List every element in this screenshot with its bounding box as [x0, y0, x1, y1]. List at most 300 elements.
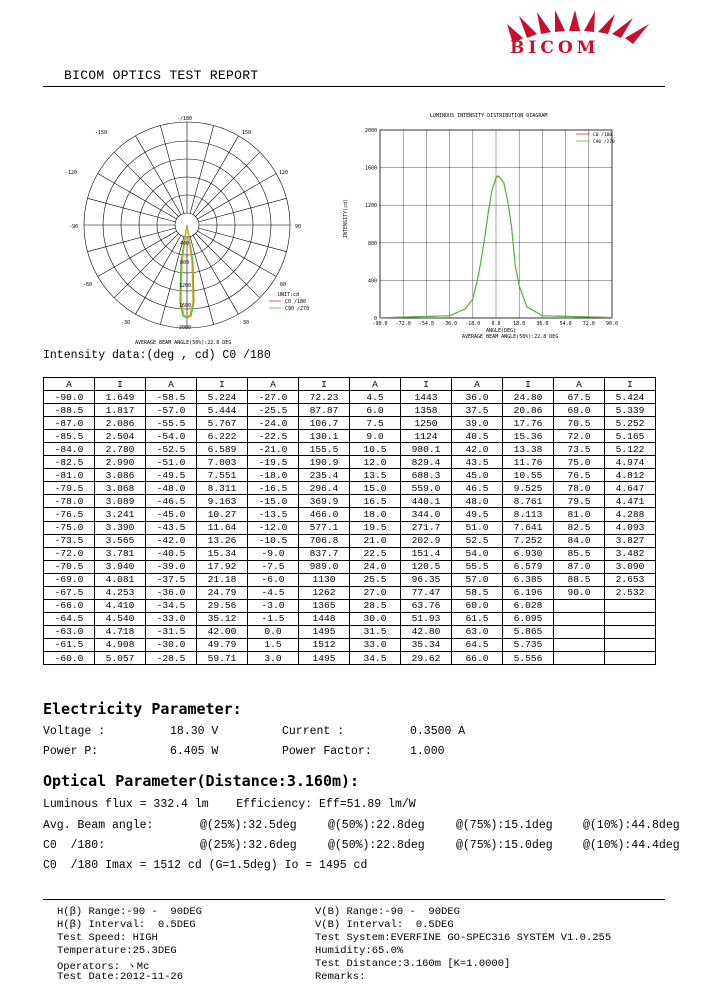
- table-header-cell: A: [554, 378, 605, 391]
- table-cell: -33.0: [146, 612, 197, 625]
- table-cell: [605, 651, 656, 664]
- table-cell: 34.5: [350, 651, 401, 664]
- beam-angle-25: @(25%):32.5deg: [200, 819, 297, 832]
- table-cell: -70.5: [44, 560, 95, 573]
- table-cell: 4.718: [95, 625, 146, 638]
- table-cell: -75.0: [44, 521, 95, 534]
- curve-y-tick: 1200: [364, 203, 377, 210]
- table-cell: 7.641: [503, 521, 554, 534]
- table-cell: 52.5: [452, 534, 503, 547]
- table-cell: -19.5: [248, 456, 299, 469]
- c0-beam-75: @(75%):15.0deg: [456, 839, 553, 852]
- table-cell: -36.0: [146, 586, 197, 599]
- logo-text: BICOM: [510, 38, 600, 58]
- table-cell: 8.113: [503, 508, 554, 521]
- table-header-cell: I: [197, 378, 248, 391]
- table-cell: 22.5: [350, 547, 401, 560]
- polar-angle-label: -120: [65, 170, 78, 176]
- table-row: [44, 443, 656, 456]
- polar-radial-label: 800: [180, 260, 190, 266]
- table-cell: 37.5: [452, 404, 503, 417]
- table-cell: -81.0: [44, 469, 95, 482]
- table-cell: 577.1: [299, 521, 350, 534]
- table-cell: -43.5: [146, 521, 197, 534]
- table-row: [44, 430, 656, 443]
- table-cell: -24.0: [248, 417, 299, 430]
- table-cell: 5.865: [503, 625, 554, 638]
- polar-legend-c0: C0 /180: [285, 299, 307, 305]
- beam-angle-label: Avg. Beam angle:: [43, 819, 154, 832]
- polar-angle-label: 120: [279, 170, 289, 176]
- table-cell: 0.0: [248, 625, 299, 638]
- polar-spoke: [160, 126, 184, 214]
- table-cell: -88.5: [44, 404, 95, 417]
- table-row: [44, 560, 656, 573]
- table-cell: -9.0: [248, 547, 299, 560]
- table-cell: 60.0: [452, 599, 503, 612]
- power-label: Power P:: [43, 745, 99, 758]
- table-cell: -76.5: [44, 508, 95, 521]
- table-cell: 15.0: [350, 482, 401, 495]
- polar-legend-c90: C90 /270: [285, 306, 310, 312]
- footer-right-4: Humidity:65.0%: [315, 945, 404, 957]
- footer-left-1: H(β) Range:-90 - 90DEG: [57, 906, 202, 918]
- table-cell: 17.92: [197, 560, 248, 573]
- table-cell: 10.5: [350, 443, 401, 456]
- table-cell: -18.0: [248, 469, 299, 482]
- table-header-cell: I: [605, 378, 656, 391]
- polar-spoke: [88, 228, 176, 252]
- table-cell: 2.780: [95, 443, 146, 456]
- c0-beam-10: @(10%):44.4deg: [583, 839, 680, 852]
- table-cell: -67.5: [44, 586, 95, 599]
- polar-spoke: [197, 231, 276, 277]
- table-cell: 64.5: [452, 638, 503, 651]
- table-cell: 15.36: [503, 430, 554, 443]
- table-cell: 980.1: [401, 443, 452, 456]
- table-cell: 1358: [401, 404, 452, 417]
- table-cell: 1.5: [248, 638, 299, 651]
- table-row: [44, 586, 656, 599]
- table-cell: 3.241: [95, 508, 146, 521]
- table-cell: 17.76: [503, 417, 554, 430]
- table-cell: 1124: [401, 430, 452, 443]
- table-cell: 57.0: [452, 573, 503, 586]
- beam-angle-10: @(10%):44.8deg: [583, 819, 680, 832]
- header-divider: [43, 86, 665, 87]
- table-cell: 2.653: [605, 573, 656, 586]
- table-cell: -46.5: [146, 495, 197, 508]
- table-cell: -73.5: [44, 534, 95, 547]
- table-cell: 2.990: [95, 456, 146, 469]
- c0-beam-50: @(50%):22.8deg: [328, 839, 425, 852]
- table-cell: 4.974: [605, 456, 656, 469]
- table-cell: 69.0: [554, 404, 605, 417]
- table-row: [44, 495, 656, 508]
- table-cell: -22.5: [248, 430, 299, 443]
- table-cell: -34.5: [146, 599, 197, 612]
- table-cell: 559.0: [401, 482, 452, 495]
- table-cell: 3.086: [95, 469, 146, 482]
- table-cell: -58.5: [146, 391, 197, 404]
- table-cell: 989.0: [299, 560, 350, 573]
- table-cell: 36.0: [452, 391, 503, 404]
- table-cell: 120.5: [401, 560, 452, 573]
- table-cell: 155.5: [299, 443, 350, 456]
- curve-xlabel: ANGLE(DEG): [486, 328, 517, 334]
- table-header-cell: I: [299, 378, 350, 391]
- table-cell: 81.0: [554, 508, 605, 521]
- table-cell: 45.0: [452, 469, 503, 482]
- table-cell: 43.5: [452, 456, 503, 469]
- table-cell: 151.4: [401, 547, 452, 560]
- table-cell: 67.5: [554, 391, 605, 404]
- table-cell: 90.0: [554, 586, 605, 599]
- table-cell: 59.71: [197, 651, 248, 664]
- curve-legend-c90: C90 /270: [593, 140, 615, 145]
- table-cell: -30.0: [146, 638, 197, 651]
- table-cell: 49.5: [452, 508, 503, 521]
- table-cell: 5.735: [503, 638, 554, 651]
- curve-x-tick: -18.0: [465, 321, 481, 327]
- table-cell: 3.090: [605, 560, 656, 573]
- polar-spoke: [197, 174, 276, 220]
- table-cell: -51.0: [146, 456, 197, 469]
- polar-angle-label: -90: [69, 224, 79, 230]
- table-cell: 72.0: [554, 430, 605, 443]
- table-header-cell: A: [44, 378, 95, 391]
- table-cell: 3.827: [605, 534, 656, 547]
- table-cell: 61.5: [452, 612, 503, 625]
- table-cell: 84.0: [554, 534, 605, 547]
- table-cell: 51.93: [401, 612, 452, 625]
- table-cell: -57.0: [146, 404, 197, 417]
- curve-title: LUMINOUS INTENSITY DISTRIBUTION DIAGRAM: [430, 113, 548, 119]
- table-cell: 25.5: [350, 573, 401, 586]
- table-cell: 6.196: [503, 586, 554, 599]
- table-cell: 29.56: [197, 599, 248, 612]
- table-row: [44, 534, 656, 547]
- curve-y-tick: 1600: [364, 165, 377, 172]
- table-cell: 4.253: [95, 586, 146, 599]
- table-cell: 6.385: [503, 573, 554, 586]
- table-cell: -21.0: [248, 443, 299, 456]
- table-cell: 88.5: [554, 573, 605, 586]
- table-row: [44, 469, 656, 482]
- table-cell: 3.781: [95, 547, 146, 560]
- table-cell: -28.5: [146, 651, 197, 664]
- table-cell: 4.5: [350, 391, 401, 404]
- power-factor-value: 1.000: [410, 745, 445, 758]
- footer-left-5: Operators: ヽMc: [57, 961, 150, 973]
- table-cell: 2.086: [95, 417, 146, 430]
- footer-right-3: Test System:EVERFINE GO-SPEC316 SYSTEM V1.0.255: [315, 932, 612, 944]
- table-cell: 4.812: [605, 469, 656, 482]
- table-cell: 5.556: [503, 651, 554, 664]
- table-cell: -37.5: [146, 573, 197, 586]
- polar-caption: AVERAGE BEAM ANGLE(50%):22.8 DEG: [135, 340, 232, 346]
- footer-right-1: V(B) Range:-90 - 90DEG: [315, 906, 460, 918]
- c0-beam-label: C0 /180:: [43, 839, 106, 852]
- table-cell: 20.86: [503, 404, 554, 417]
- polar-angle-label: -60: [83, 282, 93, 288]
- table-row: [44, 612, 656, 625]
- table-cell: -49.5: [146, 469, 197, 482]
- table-cell: 466.0: [299, 508, 350, 521]
- table-cell: 10.55: [503, 469, 554, 482]
- curve-ylabel: INTENSITY(cd): [343, 198, 349, 238]
- table-cell: 24.80: [503, 391, 554, 404]
- polar-spoke: [193, 136, 239, 215]
- imax-line: C0 /180 Imax = 1512 cd (G=1.5deg) Io = 1495 cd: [43, 859, 368, 872]
- table-cell: -27.0: [248, 391, 299, 404]
- table-cell: -79.5: [44, 482, 95, 495]
- table-cell: 4.288: [605, 508, 656, 521]
- table-header-cell: I: [401, 378, 452, 391]
- footer-left-4: Temperature:25.3DEG: [57, 945, 177, 957]
- footer-divider: [43, 899, 665, 900]
- table-cell: 85.5: [554, 547, 605, 560]
- table-cell: 78.0: [554, 482, 605, 495]
- table-cell: 7.5: [350, 417, 401, 430]
- table-header-cell: A: [350, 378, 401, 391]
- table-cell: 235.4: [299, 469, 350, 482]
- table-cell: 11.64: [197, 521, 248, 534]
- table-cell: 24.79: [197, 586, 248, 599]
- polar-radial-label: 1200: [179, 283, 192, 289]
- curve-x-tick: 36.0: [536, 321, 549, 327]
- curve-y-tick: 400: [367, 278, 377, 285]
- table-cell: 1262: [299, 586, 350, 599]
- table-cell: 3.068: [95, 482, 146, 495]
- table-cell: 6.930: [503, 547, 554, 560]
- table-cell: 35.34: [401, 638, 452, 651]
- table-cell: 5.122: [605, 443, 656, 456]
- table-cell: 9.0: [350, 430, 401, 443]
- intensity-table: [43, 377, 656, 665]
- table-cell: 6.222: [197, 430, 248, 443]
- polar-spoke: [88, 198, 176, 222]
- curve-x-tick: 72.0: [582, 321, 595, 327]
- table-cell: 1512: [299, 638, 350, 651]
- polar-spoke: [98, 174, 177, 220]
- table-cell: -61.5: [44, 638, 95, 651]
- curve-y-tick: 0: [373, 316, 377, 322]
- table-cell: 5.165: [605, 430, 656, 443]
- table-row: [44, 508, 656, 521]
- voltage-label: Voltage :: [43, 725, 106, 738]
- polar-radial-label: 1600: [179, 303, 192, 309]
- table-header-cell: A: [146, 378, 197, 391]
- table-cell: 3.089: [95, 495, 146, 508]
- table-cell: 1495: [299, 625, 350, 638]
- table-cell: 75.0: [554, 456, 605, 469]
- table-cell: -13.5: [248, 508, 299, 521]
- table-cell: 1.649: [95, 391, 146, 404]
- table-row: [44, 638, 656, 651]
- table-cell: 8.311: [197, 482, 248, 495]
- table-cell: 11.76: [503, 456, 554, 469]
- table-cell: 13.5: [350, 469, 401, 482]
- table-cell: 5.444: [197, 404, 248, 417]
- polar-spoke: [193, 235, 239, 314]
- polar-radial-label: 400: [180, 241, 190, 247]
- table-cell: 27.0: [350, 586, 401, 599]
- table-cell: [554, 625, 605, 638]
- table-cell: 63.76: [401, 599, 452, 612]
- table-cell: -16.5: [248, 482, 299, 495]
- table-cell: 24.0: [350, 560, 401, 573]
- table-header-cell: A: [452, 378, 503, 391]
- table-row: [44, 651, 656, 664]
- power-value: 6.405 W: [170, 745, 219, 758]
- table-cell: 3.565: [95, 534, 146, 547]
- table-cell: 130.1: [299, 430, 350, 443]
- table-cell: -39.0: [146, 560, 197, 573]
- table-cell: -69.0: [44, 573, 95, 586]
- table-cell: 7.252: [503, 534, 554, 547]
- table-cell: -10.5: [248, 534, 299, 547]
- table-cell: 55.5: [452, 560, 503, 573]
- polar-diagram: [55, 112, 325, 352]
- curve-y-tick: 800: [367, 240, 377, 247]
- table-cell: -40.5: [146, 547, 197, 560]
- table-cell: 6.095: [503, 612, 554, 625]
- table-cell: -60.0: [44, 651, 95, 664]
- table-cell: 4.647: [605, 482, 656, 495]
- table-cell: 5.057: [95, 651, 146, 664]
- polar-angle-label: 90: [295, 224, 302, 230]
- curve-x-tick: -90.0: [372, 321, 388, 327]
- table-cell: [554, 612, 605, 625]
- table-cell: 13.26: [197, 534, 248, 547]
- table-cell: [554, 638, 605, 651]
- table-cell: -1.5: [248, 612, 299, 625]
- table-cell: -82.5: [44, 456, 95, 469]
- polar-angle-label: 150: [242, 130, 252, 136]
- current-value: 0.3500 A: [410, 725, 466, 738]
- beam-angle-75: @(75%):15.1deg: [456, 819, 553, 832]
- table-cell: 42.0: [452, 443, 503, 456]
- table-cell: -45.0: [146, 508, 197, 521]
- beam-angle-50: @(50%):22.8deg: [328, 819, 425, 832]
- table-cell: 7.551: [197, 469, 248, 482]
- curve-x-tick: 54.0: [559, 321, 572, 327]
- polar-spoke: [136, 136, 182, 215]
- table-cell: [605, 638, 656, 651]
- table-header-cell: I: [503, 378, 554, 391]
- curve-x-tick: -54.0: [418, 321, 434, 327]
- table-cell: 16.5: [350, 495, 401, 508]
- table-cell: 42.00: [197, 625, 248, 638]
- table-cell: -87.0: [44, 417, 95, 430]
- table-cell: 4.471: [605, 495, 656, 508]
- table-cell: 82.5: [554, 521, 605, 534]
- table-cell: [554, 651, 605, 664]
- table-cell: -78.0: [44, 495, 95, 508]
- curve-y-tick: 2000: [364, 128, 377, 134]
- table-cell: 706.8: [299, 534, 350, 547]
- table-cell: -3.0: [248, 599, 299, 612]
- table-cell: 30.0: [350, 612, 401, 625]
- polar-spoke: [199, 228, 287, 252]
- table-cell: 2.532: [605, 586, 656, 599]
- table-cell: 5.252: [605, 417, 656, 430]
- table-cell: 6.028: [503, 599, 554, 612]
- table-cell: 31.5: [350, 625, 401, 638]
- table-cell: 3.940: [95, 560, 146, 573]
- table-cell: 202.9: [401, 534, 452, 547]
- table-cell: 2.504: [95, 430, 146, 443]
- table-row: [44, 417, 656, 430]
- table-cell: 87.87: [299, 404, 350, 417]
- table-cell: 79.5: [554, 495, 605, 508]
- intensity-curve-diagram: [338, 108, 620, 340]
- table-cell: 5.224: [197, 391, 248, 404]
- curve-x-tick: -36.0: [442, 321, 458, 327]
- table-cell: 829.4: [401, 456, 452, 469]
- table-cell: 58.5: [452, 586, 503, 599]
- table-cell: 296.4: [299, 482, 350, 495]
- table-cell: 4.081: [95, 573, 146, 586]
- table-cell: 96.35: [401, 573, 452, 586]
- table-cell: 28.5: [350, 599, 401, 612]
- c0-beam-25: @(25%):32.6deg: [200, 839, 297, 852]
- table-cell: 21.18: [197, 573, 248, 586]
- table-cell: 3.482: [605, 547, 656, 560]
- table-cell: 1495: [299, 651, 350, 664]
- power-factor-label: Power Factor:: [282, 745, 372, 758]
- table-cell: -55.5: [146, 417, 197, 430]
- intensity-data-label: Intensity data:(deg , cd) C0 /180: [43, 349, 271, 362]
- table-cell: 87.0: [554, 560, 605, 573]
- table-cell: 51.0: [452, 521, 503, 534]
- table-cell: 1250: [401, 417, 452, 430]
- table-header-cell: A: [248, 378, 299, 391]
- table-cell: 42.80: [401, 625, 452, 638]
- table-cell: 1365: [299, 599, 350, 612]
- table-cell: 54.0: [452, 547, 503, 560]
- table-cell: 19.5: [350, 521, 401, 534]
- polar-angle-label: -30: [121, 320, 131, 326]
- table-cell: [605, 612, 656, 625]
- footer-left-2: H(β) Interval: 0.5DEG: [57, 919, 196, 931]
- table-cell: 13.38: [503, 443, 554, 456]
- table-cell: 40.5: [452, 430, 503, 443]
- table-cell: 4.093: [605, 521, 656, 534]
- curve-x-tick: 90.0: [605, 321, 619, 327]
- polar-spoke: [199, 198, 287, 222]
- table-row: [44, 547, 656, 560]
- footer-right-5: Test Distance:3.160m [K=1.0000]: [315, 958, 511, 970]
- table-cell: 72.23: [299, 391, 350, 404]
- table-cell: 33.0: [350, 638, 401, 651]
- table-cell: 9.163: [197, 495, 248, 508]
- table-cell: 837.7: [299, 547, 350, 560]
- table-row: [44, 391, 656, 404]
- electricity-title: Electricity Parameter:: [43, 700, 242, 718]
- table-cell: -12.0: [248, 521, 299, 534]
- polar-angle-label: -/180: [177, 116, 193, 122]
- table-cell: 5.339: [605, 404, 656, 417]
- curve-x-tick: 18.0: [513, 321, 526, 327]
- footer-left-3: Test Speed: HIGH: [57, 932, 158, 944]
- polar-spoke: [136, 235, 182, 314]
- polar-spoke: [98, 231, 177, 277]
- report-title: BICOM OPTICS TEST REPORT: [64, 68, 259, 83]
- table-cell: 4.410: [95, 599, 146, 612]
- table-cell: 10.27: [197, 508, 248, 521]
